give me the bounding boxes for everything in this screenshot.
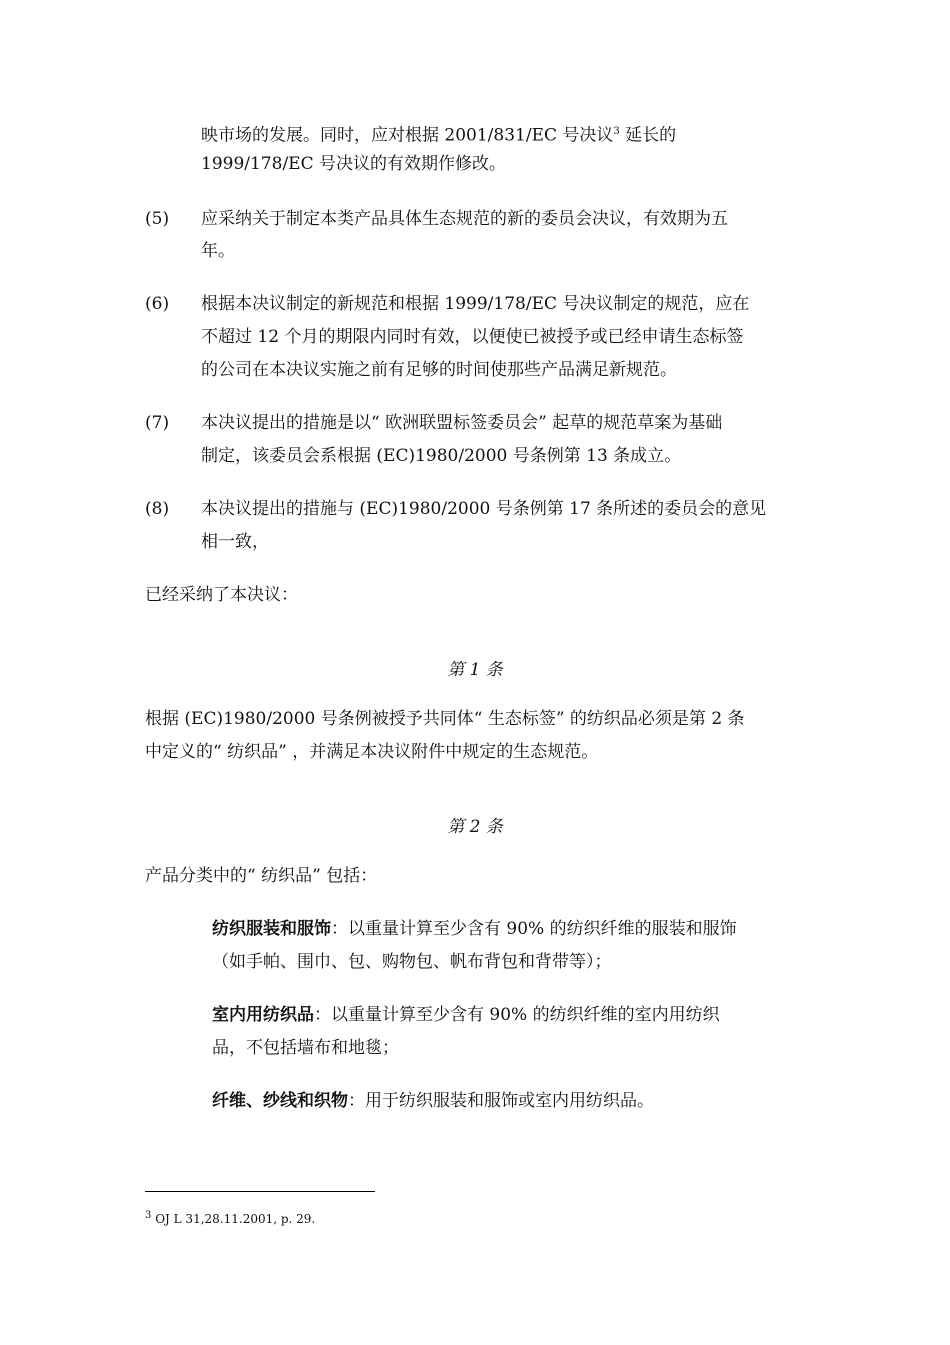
- footnote-separator: [145, 1191, 375, 1192]
- item-line: 不超过 12 个月的期限内同时有效，以便使已被授予或已经申请生态标签: [201, 327, 744, 347]
- paragraph-line: 映市场的发展。同时，应对根据 2001/831/EC 号决议$^3$ 延长的: [201, 125, 677, 146]
- article-1-line: 中定义的“ 纺织品” ，并满足本决议附件中规定的生态规范。: [145, 742, 599, 762]
- item-line: 本决议提出的措施是以“ 欧洲联盟标签委员会” 起草的规范草案为基础: [201, 413, 723, 433]
- definition-term: 纺织服装和服饰: [212, 919, 331, 939]
- item-number: (8): [145, 499, 170, 519]
- definition-line: 品，不包括墙布和地毯；: [212, 1038, 399, 1058]
- footnote-text: OJ L 31,28.11.2001, p. 29.: [151, 1212, 316, 1226]
- item-line: 的公司在本决议实施之前有足够的时间使那些产品满足新规范。: [201, 360, 677, 380]
- item-line: 应采纳关于制定本类产品具体生态规范的新的委员会决议，有效期为五: [201, 209, 728, 229]
- article-2-intro: 产品分类中的“ 纺织品” 包括：: [145, 866, 378, 886]
- item-line: 相一致，: [201, 532, 269, 552]
- item-line: 制定，该委员会系根据 (EC)1980/2000 号条例第 13 条成立。: [201, 446, 682, 466]
- definition-entry: 纤维、纱线和织物：用于纺织服装和服饰或室内用纺织品。: [212, 1091, 654, 1111]
- footnote-ref: 3: [613, 126, 620, 137]
- item-number: (5): [145, 209, 170, 229]
- item-number: (6): [145, 294, 170, 314]
- paragraph-line: 1999/178/EC 号决议的有效期作修改。: [201, 154, 506, 174]
- footnote-number: 3: [145, 1210, 152, 1221]
- item-number: (7): [145, 413, 170, 433]
- adoption-statement: 已经采纳了本决议：: [145, 585, 298, 605]
- definition-entry: 纺织服装和服饰：以重量计算至少含有 90% 的纺织纤维的服装和服饰: [212, 919, 737, 939]
- definition-term: 纤维、纱线和织物: [212, 1091, 348, 1111]
- item-line: 本决议提出的措施与 (EC)1980/2000 号条例第 17 条所述的委员会的意见: [201, 499, 767, 519]
- definition-entry: 室内用纺织品：以重量计算至少含有 90% 的纺织纤维的室内用纺织: [212, 1005, 720, 1025]
- footnote: [145, 1210, 315, 1226]
- definition-term: 室内用纺织品: [212, 1005, 314, 1025]
- definition-line: （如手帕、围巾、包、购物包、帆布背包和背带等）；: [212, 952, 612, 972]
- item-line: 根据本决议制定的新规范和根据 1999/178/EC 号决议制定的规范，应在: [201, 294, 750, 314]
- item-line: 年。: [201, 241, 235, 261]
- article-1-title: 第 1 条: [447, 660, 503, 680]
- article-2-title: 第 2 条: [447, 817, 503, 837]
- article-1-line: 根据 (EC)1980/2000 号条例被授予共同体“ 生态标签” 的纺织品必须是第 2 条: [145, 709, 745, 729]
